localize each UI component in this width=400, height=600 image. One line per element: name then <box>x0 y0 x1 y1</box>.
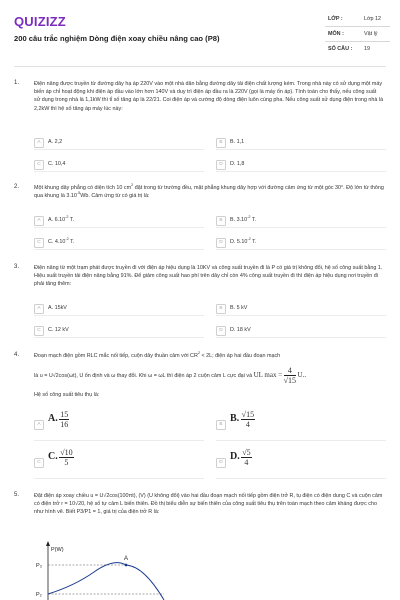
option-text <box>48 448 74 467</box>
question-line: Hệ số công suất tiêu thụ là: <box>34 392 100 399</box>
question-text <box>34 352 384 399</box>
superscript: -2 <box>247 237 251 242</box>
option-d[interactable] <box>216 236 386 249</box>
divider <box>216 171 386 172</box>
option-text <box>48 410 69 429</box>
option-d[interactable] <box>216 324 386 337</box>
option-c[interactable] <box>34 324 204 337</box>
option-fraction <box>59 410 69 429</box>
fraction-numerator: 4 <box>284 366 296 376</box>
option-text <box>48 216 74 225</box>
question-text-part: đặt trong từ trường đều, mặt phẳng khung dây hợp với đường cảm ứng từ một góc 30°. Độ lớn từ thông qua khung là 3.10 <box>34 185 384 200</box>
y-axis-arrow <box>46 541 50 546</box>
option-letter-box: B <box>216 216 226 226</box>
superscript: -2 <box>65 237 69 242</box>
option-d[interactable] <box>216 158 386 171</box>
point-a <box>125 564 128 567</box>
header-divider <box>14 66 386 67</box>
meta-grade <box>328 16 382 22</box>
option-text: B. 1,1 <box>230 139 245 145</box>
divider <box>34 171 204 172</box>
question-number: 2. <box>14 184 20 190</box>
option-letter-box: A <box>34 138 44 148</box>
question-5 <box>14 492 386 600</box>
divider <box>325 41 390 42</box>
option-text: C. 10,4 <box>48 161 66 167</box>
divider <box>216 227 386 228</box>
option-text <box>230 238 256 247</box>
p3-label: P₃ <box>36 563 42 569</box>
option-letter-box: A <box>34 304 44 314</box>
option-b[interactable] <box>216 410 386 440</box>
question-number: 1. <box>14 80 20 86</box>
fraction-denominator: √15 <box>283 376 297 386</box>
divider <box>34 249 204 250</box>
fraction-denominator: 4 <box>244 458 249 467</box>
question-text <box>34 184 384 200</box>
option-letter-box: D <box>216 326 226 336</box>
option-unit: T. <box>68 239 75 245</box>
option-letter-box: A <box>34 216 44 226</box>
option-c[interactable] <box>34 236 204 249</box>
option-fraction <box>59 448 73 467</box>
question-number: 4. <box>14 352 20 358</box>
p2-label: P₂ <box>36 592 42 598</box>
option-c[interactable] <box>34 158 204 171</box>
divider <box>216 315 386 316</box>
option-letter-box: D <box>216 238 226 248</box>
fraction-denominator: 16 <box>60 420 69 429</box>
question-text-part: < 2L; điện áp hai đầu đoạn mạch <box>199 353 281 359</box>
option-a[interactable] <box>34 302 204 315</box>
option-value: D. 5.10 <box>230 239 248 245</box>
option-letter-box: D <box>216 458 226 468</box>
divider <box>216 440 386 441</box>
point-a-label: A <box>124 556 129 562</box>
question-4 <box>14 352 386 482</box>
power-curve <box>48 563 164 600</box>
divider <box>216 337 386 338</box>
divider <box>216 478 386 479</box>
question-3 <box>14 264 386 344</box>
fraction-numerator: √10 <box>60 448 73 457</box>
question-1 <box>14 80 386 180</box>
meta-label: SỐ CÂU : <box>328 46 353 52</box>
option-letter-box: C <box>34 160 44 170</box>
option-value: C. 4.10 <box>48 239 66 245</box>
question-text: Điện năng từ một trạm phát được truyền đi với điện áp hiệu dụng là 10KV và công suất truyền đi là P có giá trị không đổi, hệ số công suất bằng 1. Hiệu suất truyền tải điện năng bằng 91%. Để giảm công suất hao phí trên dây chỉ còn 4% công suất truyền đi thì điện áp hiệu dụng nơi truyền đi phải tăng thêm: <box>34 265 383 288</box>
page-title: 200 câu trắc nghiệm Dòng điện xoay chiều nâng cao (P8) <box>14 34 220 43</box>
meta-count <box>328 46 370 52</box>
divider <box>216 249 386 250</box>
option-letter-box: C <box>34 238 44 248</box>
divider <box>216 149 386 150</box>
question-line <box>34 352 384 360</box>
option-c[interactable] <box>34 448 204 478</box>
option-letter-box: B <box>216 304 226 314</box>
option-text: B. 5 kV <box>230 305 248 311</box>
option-unit: T. <box>68 217 75 223</box>
option-d[interactable] <box>216 448 386 478</box>
option-letter-box: B <box>216 138 226 148</box>
question-text-part: Một khung dây phẳng có diện tích 10 cm <box>34 185 132 191</box>
divider <box>34 337 204 338</box>
formula-lhs: UL max = <box>253 371 283 380</box>
option-b[interactable] <box>216 136 386 149</box>
divider <box>34 227 204 228</box>
option-a[interactable] <box>34 136 204 149</box>
question-number: 5. <box>14 492 20 498</box>
option-b[interactable] <box>216 302 386 315</box>
question-text-part: Đoạn mạch điện gồm RLC mắc nối tiếp, cuộn dây thuần cảm với CR <box>34 353 198 359</box>
option-label: A. <box>48 412 58 424</box>
option-text <box>48 238 74 247</box>
fraction-denominator: 5 <box>64 458 69 467</box>
option-text <box>230 448 252 467</box>
option-a[interactable] <box>34 410 204 440</box>
quizizz-logo: QUIZIZZ <box>14 14 66 29</box>
option-letter-box: D <box>216 160 226 170</box>
superscript: 2 <box>131 183 134 188</box>
option-unit: T. <box>250 239 257 245</box>
meta-label: LỚP : <box>328 16 343 22</box>
option-fraction <box>241 410 255 429</box>
question-text-part: Wb. Cảm ứng từ có giá trị là: <box>80 193 150 200</box>
divider <box>34 478 204 479</box>
option-label: D. <box>230 450 240 462</box>
option-b[interactable] <box>216 214 386 227</box>
superscript: -2 <box>65 215 69 220</box>
option-letter-box: B <box>216 420 226 430</box>
option-letter-box: A <box>34 420 44 430</box>
option-value: A. 6.10 <box>48 217 66 223</box>
power-graph <box>34 538 174 600</box>
superscript: -5 <box>76 191 81 196</box>
fraction-numerator: √15 <box>241 410 255 419</box>
fraction-denominator: 4 <box>245 420 250 429</box>
question-text: Đặt điện áp xoay chiều u = U√2cos(100πt), (V) (U không đổi) vào hai đầu đoạn mạch nối tiếp gồm điện trở R, tụ điện có điện dung C và cuộn cảm có điện trở r = 10√20, hệ số tự cảm L biến thiên. Đồ thị biểu diễn sự biến thiên của công suất tiêu thụ trên toàn mạch theo cảm kháng được cho như hình vẽ. Biết P3/P1 = 1, giá trị của điện trở R là: <box>34 493 383 516</box>
graph-ylabel: P(W) <box>51 547 64 553</box>
option-text: D. 1,8 <box>230 161 245 167</box>
option-text <box>230 216 256 225</box>
superscript: 2 <box>197 351 200 356</box>
option-label: C. <box>48 450 58 462</box>
meta-subject <box>328 31 378 37</box>
option-a[interactable] <box>34 214 204 227</box>
meta-value: 19 <box>364 46 370 52</box>
option-value: B. 3.10 <box>230 217 248 223</box>
header <box>0 0 400 64</box>
option-text: C. 12 kV <box>48 327 69 333</box>
divider <box>34 315 204 316</box>
option-text: A. 15kV <box>48 305 67 311</box>
question-number: 3. <box>14 264 20 270</box>
meta-value: Vật lý <box>364 31 378 37</box>
divider <box>34 149 204 150</box>
option-unit: T. <box>250 217 257 223</box>
superscript: -2 <box>247 215 251 220</box>
question-text-part: là u = U√2cos(ωt), U ổn định và ω thay đổi. Khi ω = ωL thì điện áp 2 cuộn cảm L cực đại và <box>34 373 253 380</box>
option-label: B. <box>230 412 240 424</box>
question-text: Điện năng được truyền từ đường dây hạ áp 220V vào một nhà dân bằng đường dây tải điện chất lượng kém. Trong nhà này có sử dụng một máy biến áp chỉ hoạt động khi điện áp đầu vào lớn hơn 140V và duy trì điện áp đầu ra là 220V (gọi là máy ổn áp). Tính toán cho thấy, nếu công suất sử dụng trong nhà là 1,1kW thì tỉ số tăng áp là 22/21. Coi điện áp và cường độ dòng điện luôn cùng pha. Nếu công suất sử dụng điện trong nhà là 2,2kW thì hệ số tăng áp máy lúc này: <box>34 81 384 112</box>
divider <box>325 26 390 27</box>
divider <box>34 440 204 441</box>
meta-value: Lớp 12 <box>364 16 382 22</box>
formula-fraction <box>284 366 296 385</box>
option-text: D. 18 kV <box>230 327 251 333</box>
question-2 <box>14 184 386 254</box>
option-letter-box: C <box>34 326 44 336</box>
option-fraction <box>241 448 251 467</box>
meta-label: MÔN : <box>328 31 344 37</box>
fraction-numerator: √5 <box>242 448 251 457</box>
option-text: A. 2,2 <box>48 139 63 145</box>
fraction-numerator: 15 <box>60 410 69 419</box>
option-letter-box: C <box>34 458 44 468</box>
formula-tail: U.. <box>297 371 307 380</box>
option-text <box>230 410 255 429</box>
question-line <box>34 366 384 385</box>
